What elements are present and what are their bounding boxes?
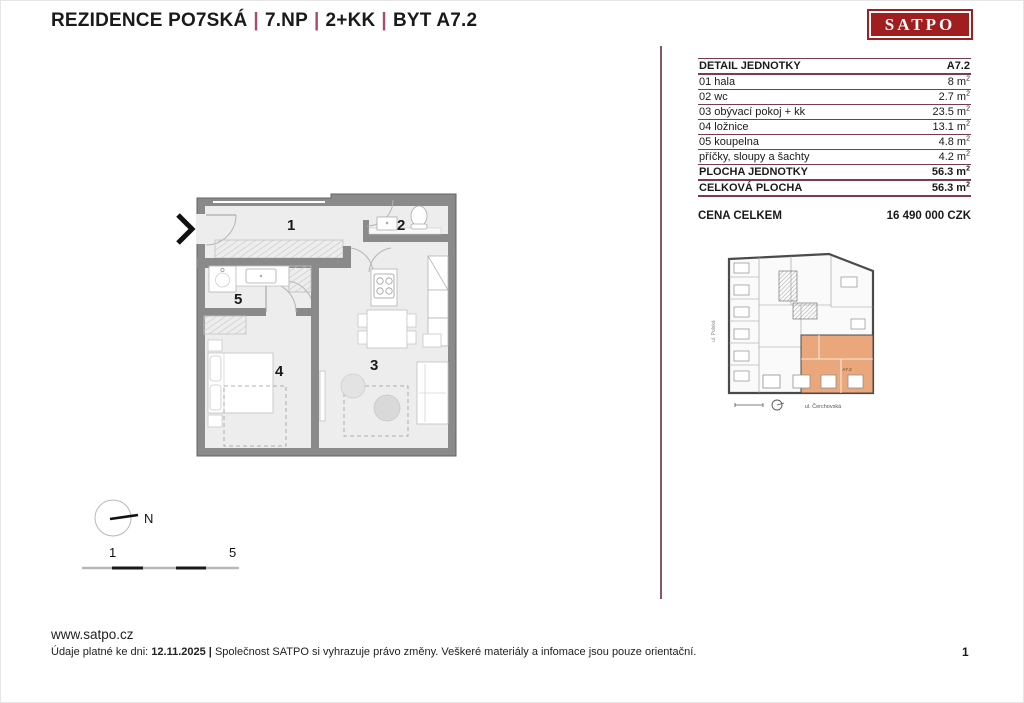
room-label: 01 hala xyxy=(699,76,736,88)
chair xyxy=(407,331,416,344)
street-label-left: ul. Polská xyxy=(711,320,717,342)
disclaimer-text: Společnost SATPO si vyhrazuje právo změny. Veškeré materiály a infomace jsou pouze orientační. xyxy=(214,646,697,658)
site-plan xyxy=(701,247,891,419)
floor-plan xyxy=(161,184,471,469)
table-totals xyxy=(698,165,971,197)
room-label: 04 ložnice xyxy=(699,121,749,133)
title-part: BYT A7.2 xyxy=(392,10,478,31)
table-row xyxy=(698,120,971,135)
pouf xyxy=(374,395,400,421)
wc-sink-drain xyxy=(386,222,389,225)
bath-sink-drain xyxy=(260,275,262,277)
square-superscript: 2 xyxy=(966,165,970,173)
title-part: 7.NP xyxy=(264,10,308,31)
radiator xyxy=(320,371,325,421)
table-row xyxy=(698,105,971,120)
square-superscript: 2 xyxy=(966,150,970,158)
table-title: DETAIL JEDNOTKY xyxy=(699,60,801,72)
wall xyxy=(363,234,448,242)
toilet xyxy=(411,206,427,226)
vertical-divider xyxy=(660,46,662,599)
mini-compass-needle xyxy=(777,403,784,405)
dining-table xyxy=(367,310,407,348)
room-label: CELKOVÁ PLOCHA xyxy=(699,182,803,194)
shower xyxy=(289,266,311,292)
room-label: 05 koupelna xyxy=(699,136,759,148)
room-area: 23.5 $m^2$ xyxy=(932,105,970,118)
wall xyxy=(311,309,319,448)
table-row xyxy=(698,165,971,181)
unit-detail-table xyxy=(698,58,971,197)
disclaimer-prefix: Údaje platné ke dni: xyxy=(51,646,149,658)
table-rows xyxy=(698,75,971,165)
price-value: 16 490 000 CZK xyxy=(886,210,971,222)
north-label: N xyxy=(144,511,154,526)
room-area: 56.3 $m^2$ xyxy=(931,181,970,194)
street-label-bottom: ul. Čerchovská xyxy=(804,404,842,410)
room-number-label: 3 xyxy=(370,357,379,374)
room-label: 03 obývací pokoj + kk xyxy=(699,106,806,118)
wall xyxy=(204,308,266,316)
side-table xyxy=(423,334,441,347)
title-separator: | xyxy=(253,10,259,31)
nightstand xyxy=(208,340,222,351)
chair xyxy=(358,314,367,327)
satpo-logo-text: SATPO xyxy=(869,11,971,38)
compass xyxy=(87,493,171,545)
room-label: 02 wc xyxy=(699,91,728,103)
scale-end-label: 5 xyxy=(229,545,237,560)
scale-start-label: 1 xyxy=(109,545,117,560)
page-number: 1 xyxy=(962,645,969,659)
table-row xyxy=(698,181,971,197)
wall xyxy=(296,308,319,316)
room-label: PLOCHA JEDNOTKY xyxy=(699,166,808,178)
total-price-row xyxy=(698,210,971,222)
table-row xyxy=(698,90,971,105)
square-superscript: 2 xyxy=(966,135,970,143)
title-part: 2+KK xyxy=(325,10,376,31)
table-row xyxy=(698,150,971,165)
room-number-label: 4 xyxy=(275,363,284,380)
wall xyxy=(343,246,351,268)
unit-id: A7.2 xyxy=(946,60,970,72)
pillow xyxy=(210,385,221,410)
title-part: REZIDENCE PO7SKÁ xyxy=(51,10,248,31)
wardrobe-bedroom xyxy=(204,316,246,334)
entrance-arrow-icon xyxy=(178,215,192,243)
website-link[interactable]: www.satpo.cz xyxy=(51,627,134,642)
satpo-logo xyxy=(867,9,973,40)
room-number-label: 1 xyxy=(287,217,296,234)
pillow xyxy=(210,356,221,381)
table-row xyxy=(698,75,971,90)
price-label: CENA CELKEM xyxy=(698,210,782,222)
room-area: 4.2 $m^2$ xyxy=(938,150,970,163)
square-superscript: 2 xyxy=(966,181,970,189)
room-label: příčky, sloupy a šachty xyxy=(699,151,810,163)
compass-needle xyxy=(110,515,138,519)
table-header-row xyxy=(698,58,971,75)
room-area: 4.8 $m^2$ xyxy=(938,135,970,148)
room-area: 2.7 $m^2$ xyxy=(938,90,970,103)
title-separator: | xyxy=(381,10,387,31)
entrance-gap xyxy=(196,214,206,244)
wardrobe-hala xyxy=(215,240,343,258)
room-area: 13.1 $m^2$ xyxy=(932,120,970,133)
square-superscript: 2 xyxy=(966,90,970,98)
square-superscript: 2 xyxy=(966,105,970,113)
core-hatch xyxy=(793,303,817,319)
highlighted-unit-label: A7.2 xyxy=(842,367,852,372)
chair xyxy=(407,314,416,327)
square-superscript: 2 xyxy=(966,120,970,128)
page-title xyxy=(51,10,477,32)
pouf xyxy=(341,374,365,398)
chair xyxy=(358,331,367,344)
scale-bar xyxy=(79,544,244,576)
footer-disclaimer xyxy=(51,646,696,658)
room-area: 56.3 $m^2$ xyxy=(931,165,970,178)
room-number-label: 2 xyxy=(397,217,406,234)
kitchen-tall-unit xyxy=(428,290,448,318)
wall xyxy=(311,259,319,309)
washing-machine xyxy=(209,266,236,292)
table-row xyxy=(698,135,971,150)
room-area: 8 $m^2$ xyxy=(947,75,970,88)
nightstand xyxy=(208,415,222,427)
room-number-label: 5 xyxy=(234,291,243,308)
disclaimer-date: 12.11.2025 | xyxy=(151,646,212,658)
title-separator: | xyxy=(313,10,320,31)
square-superscript: 2 xyxy=(966,75,970,83)
toilet-tank xyxy=(411,224,427,229)
core-hatch xyxy=(779,271,797,301)
